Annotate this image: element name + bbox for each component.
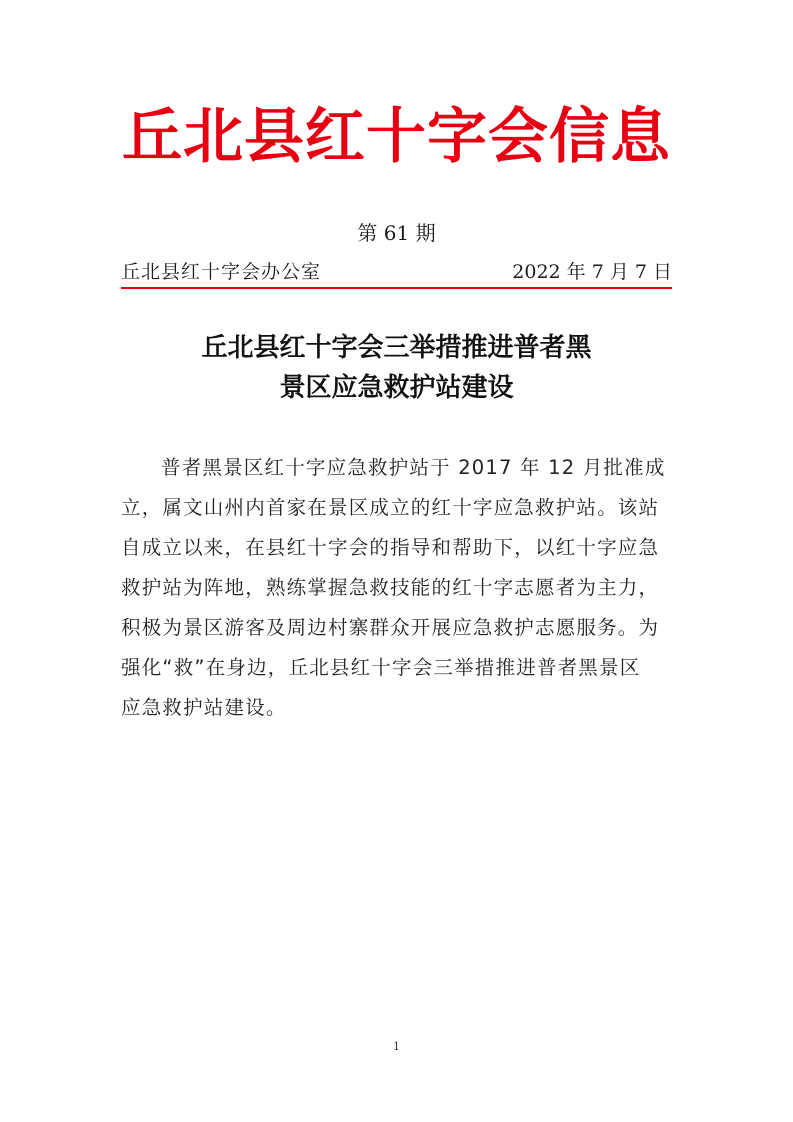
article-title-line: 景区应急救护站建设 (279, 373, 514, 403)
article-body (121, 448, 672, 728)
issue-date: 2022 年 7 月 7 日 (512, 261, 672, 283)
article-title (0, 328, 793, 408)
body-line: 应急救护站建设。 (121, 696, 287, 719)
body-line: 救护站为阵地，熟练掌握急救技能的红十字志愿者为主力， (121, 576, 660, 599)
masthead-title: 丘北县红十字会信息 (122, 102, 671, 172)
body-line: 自成立以来，在县红十字会的指导和帮助下，以红十字应急 (121, 536, 660, 559)
article-title-line: 丘北县红十字会三举措推进普者黑 (201, 333, 592, 363)
red-divider-line (121, 287, 672, 289)
body-line: 积极为景区游客及周边村寨群众开展应急救护志愿服务。为 (121, 616, 660, 639)
page-number: 1 (393, 1040, 400, 1053)
meta-row (121, 258, 672, 286)
issue-number: 第 61 期 (357, 221, 436, 245)
body-line: 立，属文山州内首家在景区成立的红十字应急救护站。该站 (121, 496, 660, 519)
body-line: 强化“救”在身边，丘北县红十字会三举措推进普者黑景区 (121, 656, 641, 679)
issuing-office: 丘北县红十字会办公室 (121, 261, 322, 283)
body-line: 普者黑景区红十字应急救护站于 2017 年 12 月批准成 (161, 456, 666, 479)
